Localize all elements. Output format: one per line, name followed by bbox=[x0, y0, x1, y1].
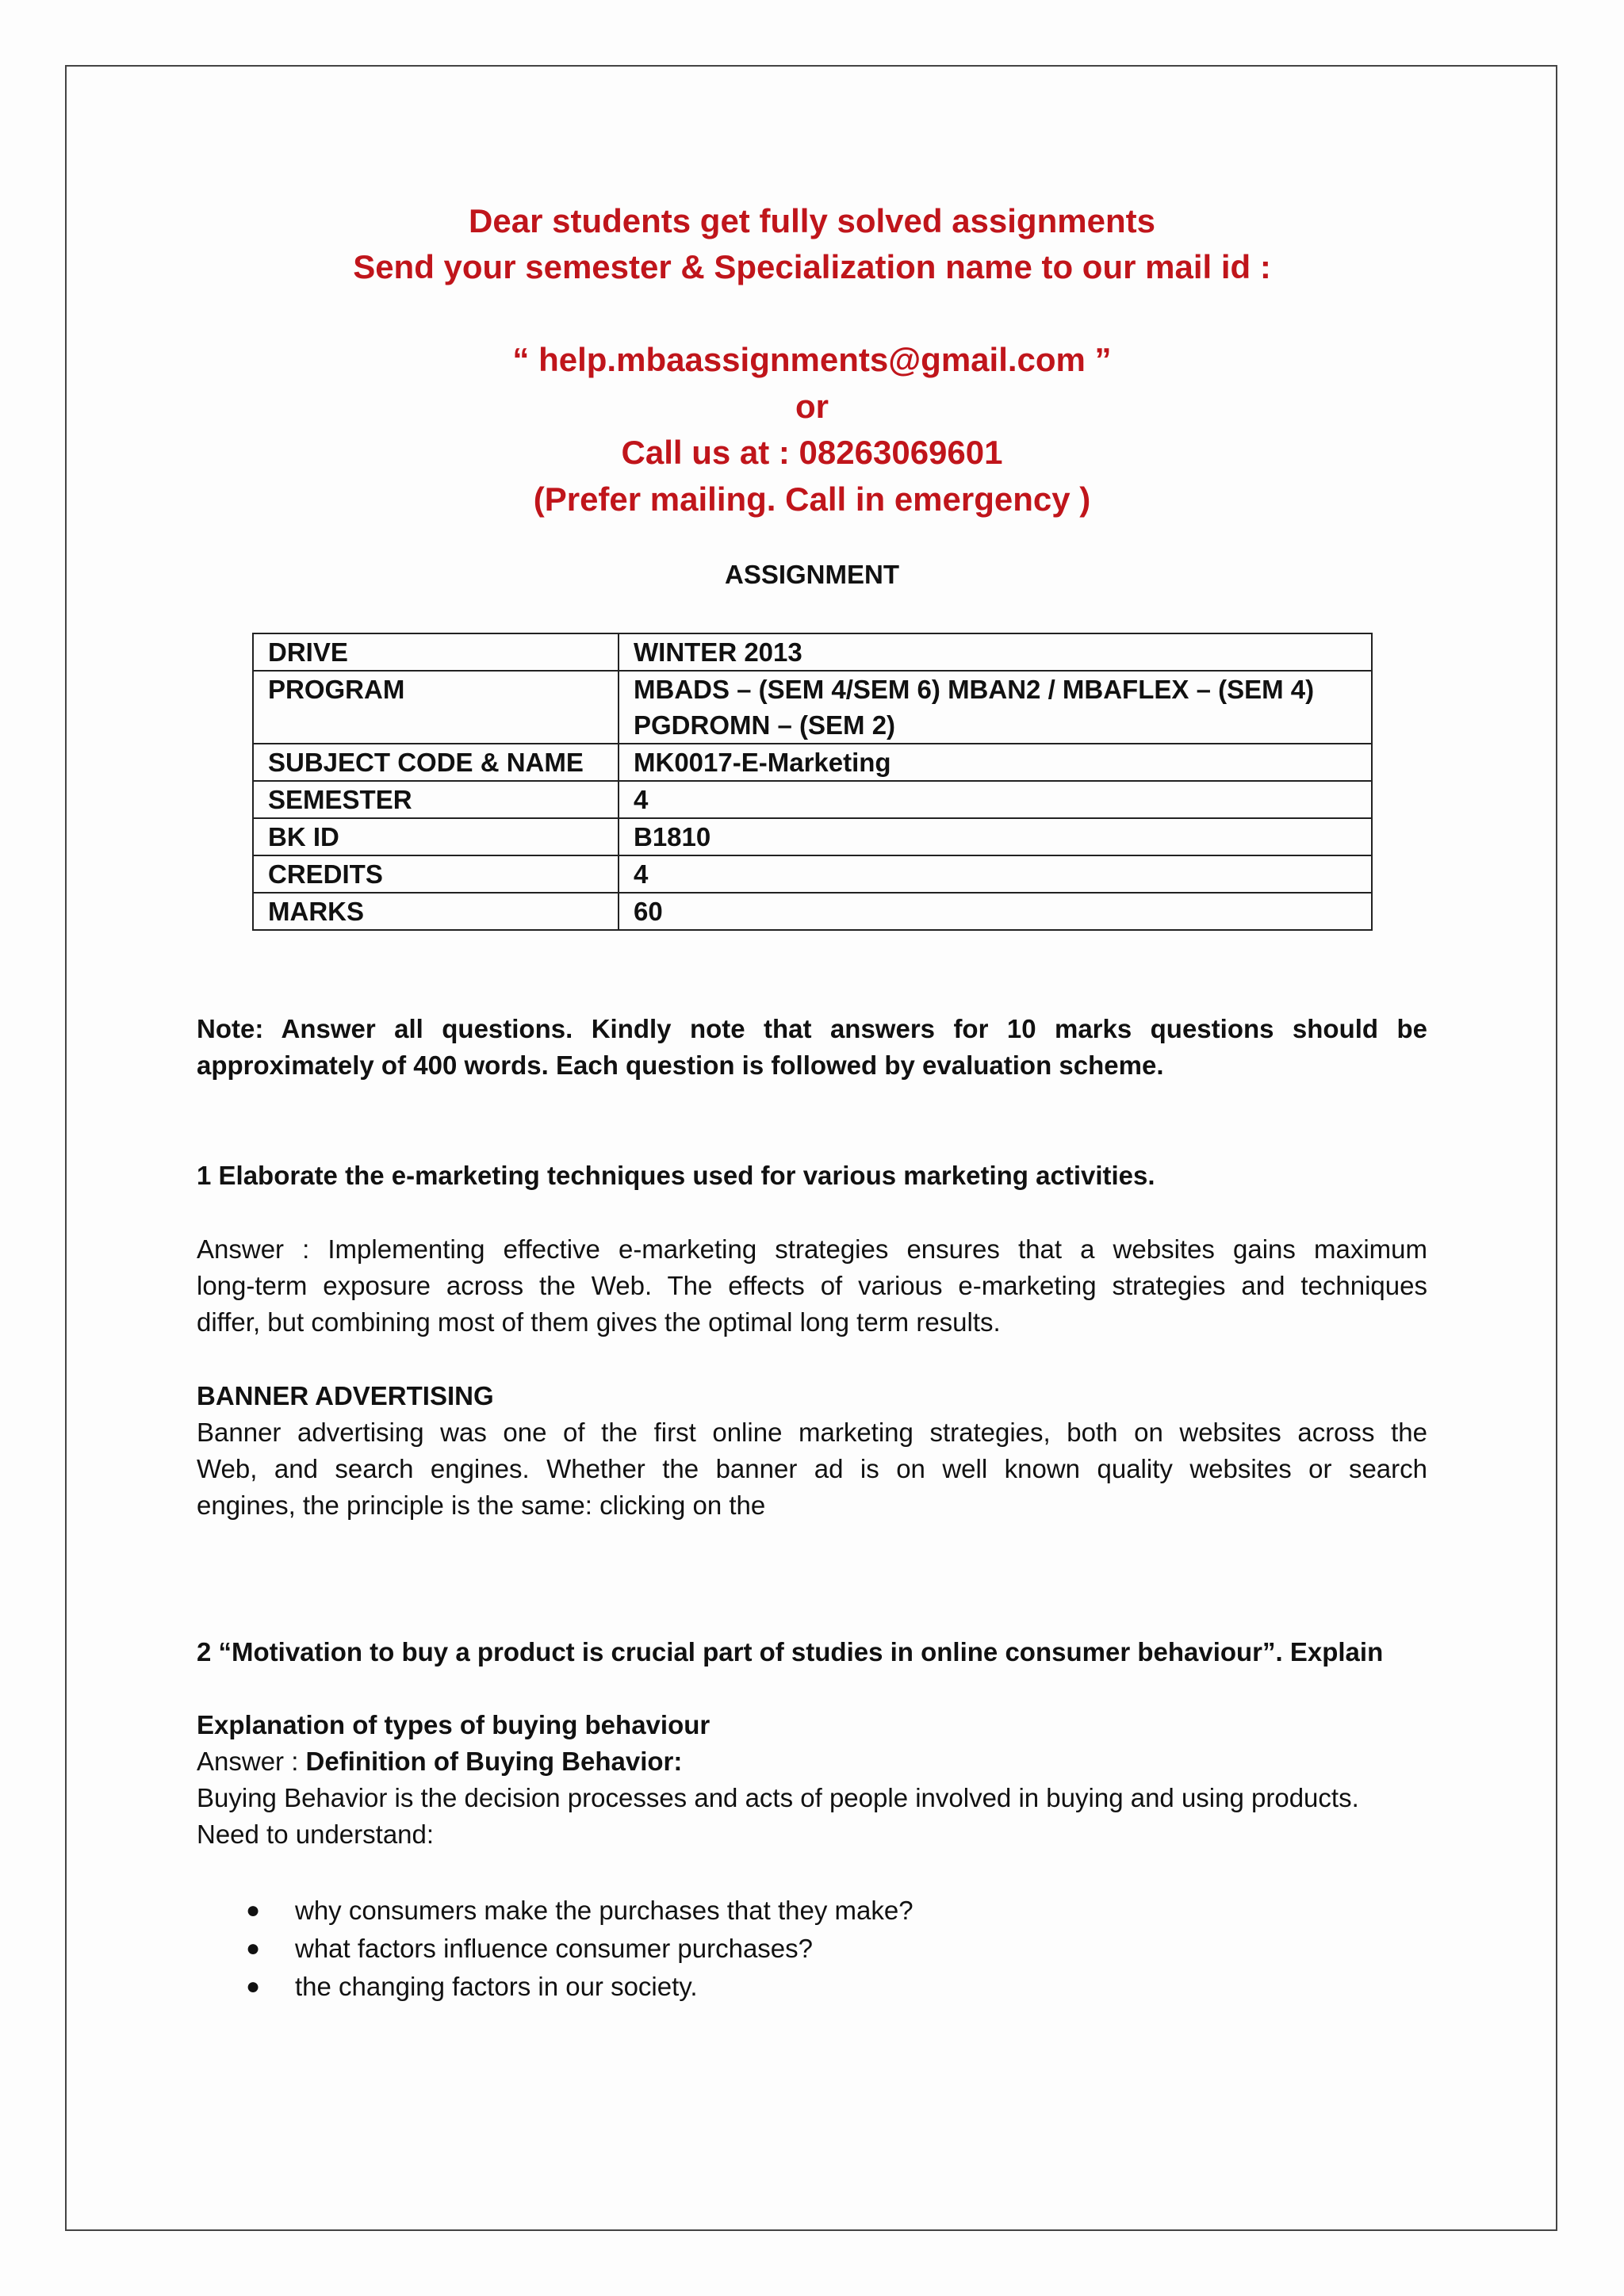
table-row bbox=[253, 671, 1372, 744]
bullet-icon: ● bbox=[246, 1973, 261, 1999]
q1-answer-line-3: differ, but combining most of them gives the optimal long term results. bbox=[197, 1307, 1001, 1337]
note-line-1: Note: Answer all questions. Kindly note that answers for 10 marks questions should be bbox=[197, 1014, 1427, 1043]
buying-behaviour-heading: Explanation of types of buying behaviour bbox=[197, 1710, 710, 1739]
table-key: SEMESTER bbox=[253, 781, 619, 818]
bullet-icon: ● bbox=[246, 1935, 261, 1961]
q1-answer-line-1: Answer : Implementing effective e-marketing strategies ensures that a websites gains maximum bbox=[197, 1234, 1427, 1264]
definition-text: Buying Behavior is the decision processes and acts of people involved in buying and using products. bbox=[197, 1783, 1359, 1812]
table-row bbox=[253, 781, 1372, 818]
banner-line-3: engines, the principle is the same: clicking on the bbox=[197, 1490, 766, 1520]
assignment-info-table bbox=[252, 633, 1373, 931]
list-item bbox=[197, 1968, 914, 2006]
note bbox=[197, 1011, 1427, 1084]
list-item bbox=[197, 1930, 914, 1968]
table-key: DRIVE bbox=[253, 633, 619, 671]
banner-advertising-heading: BANNER ADVERTISING bbox=[197, 1381, 494, 1410]
definition-heading: Definition of Buying Behavior: bbox=[305, 1747, 683, 1776]
program-line-2: PGDROMN – (SEM 2) bbox=[634, 710, 896, 740]
promo-email: “ help.mbaassignments@gmail.com ” bbox=[512, 341, 1112, 378]
banner-line-1: Banner advertising was one of the first online marketing strategies, both on websites across the bbox=[197, 1418, 1427, 1447]
promo-call: Call us at : 08263069601 bbox=[621, 434, 1003, 471]
table-key: SUBJECT CODE & NAME bbox=[253, 744, 619, 781]
program-line-1: MBADS – (SEM 4/SEM 6) MBAN2 / MBAFLEX – (SEM 4) bbox=[634, 675, 1315, 704]
table-row bbox=[253, 744, 1372, 781]
answer-prefix: Answer : bbox=[197, 1747, 306, 1776]
bullet-list bbox=[197, 1892, 914, 2006]
table-value: WINTER 2013 bbox=[619, 633, 1372, 671]
assignment-heading: ASSIGNMENT bbox=[724, 560, 899, 589]
list-item-text: what factors influence consumer purchases? bbox=[295, 1934, 814, 1963]
need-to-understand: Need to understand: bbox=[197, 1820, 435, 1849]
q1-answer-line-2: long-term exposure across the Web. The effects of various e-marketing strategies and techniques bbox=[197, 1271, 1427, 1300]
bullet-icon: ● bbox=[246, 1897, 261, 1923]
question-2: 2 “Motivation to buy a product is crucial part of studies in online consumer behaviour”. Explain bbox=[197, 1637, 1384, 1667]
table-key: PROGRAM bbox=[253, 671, 619, 744]
q2-answer-line bbox=[197, 1743, 1427, 1780]
table-value: 60 bbox=[619, 893, 1372, 930]
promo-line-2: Send your semester & Specialization name to our mail id : bbox=[353, 248, 1271, 285]
table-row bbox=[253, 818, 1372, 855]
banner-paragraph bbox=[197, 1414, 1427, 1524]
table-key: MARKS bbox=[253, 893, 619, 930]
promo-line-1: Dear students get fully solved assignments bbox=[469, 202, 1155, 239]
table-value: B1810 bbox=[619, 818, 1372, 855]
note-line-2: approximately of 400 words. Each question is followed by evaluation scheme. bbox=[197, 1050, 1164, 1080]
question-1: 1 Elaborate the e-marketing techniques used for various marketing activities. bbox=[197, 1161, 1155, 1190]
promo-or: or bbox=[795, 388, 829, 425]
list-item-text: why consumers make the purchases that they make? bbox=[295, 1896, 914, 1925]
table-row bbox=[253, 855, 1372, 893]
list-item-text: the changing factors in our society. bbox=[295, 1972, 698, 2001]
banner-line-2: Web, and search engines. Whether the banner ad is on well known quality websites or search bbox=[197, 1454, 1427, 1483]
table-value: 4 bbox=[619, 855, 1372, 893]
list-item bbox=[197, 1892, 914, 1930]
q1-answer bbox=[197, 1231, 1427, 1341]
table-value: MK0017-E-Marketing bbox=[619, 744, 1372, 781]
table-value bbox=[619, 671, 1372, 744]
table-row bbox=[253, 893, 1372, 930]
table-key: CREDITS bbox=[253, 855, 619, 893]
table-key: BK ID bbox=[253, 818, 619, 855]
promo-prefer: (Prefer mailing. Call in emergency ) bbox=[533, 480, 1091, 518]
table-row bbox=[253, 633, 1372, 671]
table-value: 4 bbox=[619, 781, 1372, 818]
